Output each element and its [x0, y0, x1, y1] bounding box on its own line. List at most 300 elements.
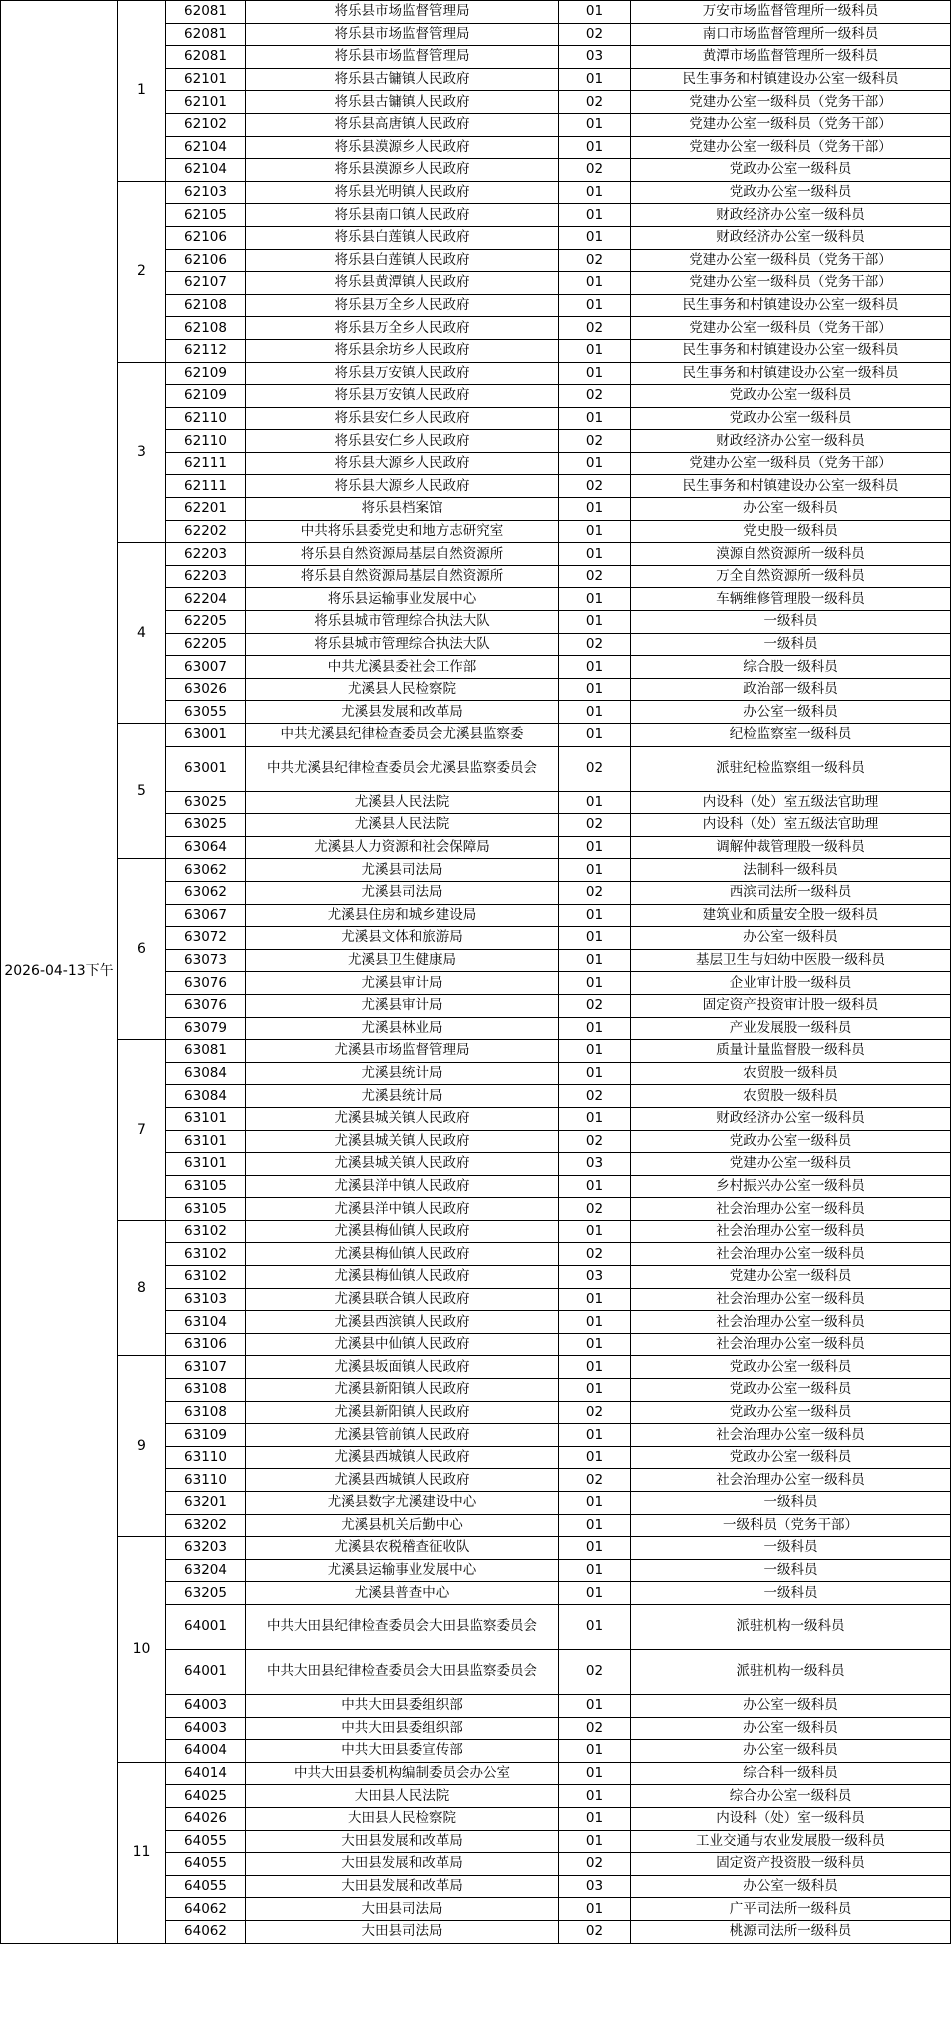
- position-name-cell: 社会治理办公室一级科员: [631, 1198, 951, 1221]
- group-number-cell: 3: [118, 362, 166, 543]
- position-name-cell: 办公室一级科员: [631, 1740, 951, 1763]
- position-name-cell: 党建办公室一级科员（党务干部）: [631, 249, 951, 272]
- position-code-cell: 62102: [166, 113, 246, 136]
- employer-cell: 尤溪县司法局: [246, 859, 559, 882]
- position-name-cell: 基层卫生与妇幼中医股一级科员: [631, 949, 951, 972]
- position-number-cell: 01: [559, 1, 631, 24]
- position-number-cell: 01: [559, 1220, 631, 1243]
- position-name-cell: 固定资产投资审计股一级科员: [631, 994, 951, 1017]
- employer-cell: 将乐县安仁乡人民政府: [246, 430, 559, 453]
- position-number-cell: 01: [559, 1062, 631, 1085]
- position-number-cell: 02: [559, 385, 631, 408]
- position-name-cell: 办公室一级科员: [631, 1717, 951, 1740]
- position-name-cell: 综合科一级科员: [631, 1762, 951, 1785]
- position-code-cell: 63084: [166, 1062, 246, 1085]
- employer-cell: 尤溪县西城镇人民政府: [246, 1469, 559, 1492]
- position-number-cell: 03: [559, 1153, 631, 1176]
- position-name-cell: 固定资产投资股一级科员: [631, 1853, 951, 1876]
- position-code-cell: 63001: [166, 746, 246, 791]
- position-number-cell: 01: [559, 294, 631, 317]
- position-code-cell: 62204: [166, 588, 246, 611]
- position-code-cell: 63081: [166, 1040, 246, 1063]
- employer-cell: 将乐县白莲镇人民政府: [246, 249, 559, 272]
- position-number-cell: 01: [559, 407, 631, 430]
- employer-cell: 尤溪县市场监督管理局: [246, 1040, 559, 1063]
- position-code-cell: 62108: [166, 294, 246, 317]
- employer-cell: 将乐县档案馆: [246, 498, 559, 521]
- position-number-cell: 02: [559, 881, 631, 904]
- position-code-cell: 62203: [166, 543, 246, 566]
- position-number-cell: 02: [559, 746, 631, 791]
- employer-cell: 将乐县高唐镇人民政府: [246, 113, 559, 136]
- position-number-cell: 01: [559, 226, 631, 249]
- table-row: [1, 1040, 951, 1063]
- position-code-cell: 63072: [166, 927, 246, 950]
- position-name-cell: 黄潭市场监督管理所一级科员: [631, 46, 951, 69]
- employer-cell: 尤溪县城关镇人民政府: [246, 1107, 559, 1130]
- position-number-cell: 03: [559, 46, 631, 69]
- position-code-cell: 64026: [166, 1807, 246, 1830]
- position-number-cell: 02: [559, 1649, 631, 1694]
- position-name-cell: 一级科员: [631, 1559, 951, 1582]
- position-name-cell: 工业交通与农业发展股一级科员: [631, 1830, 951, 1853]
- position-code-cell: 63101: [166, 1153, 246, 1176]
- position-code-cell: 62110: [166, 430, 246, 453]
- position-code-cell: 63064: [166, 836, 246, 859]
- position-code-cell: 63202: [166, 1514, 246, 1537]
- employer-cell: 将乐县万安镇人民政府: [246, 385, 559, 408]
- position-number-cell: 01: [559, 68, 631, 91]
- position-number-cell: 01: [559, 543, 631, 566]
- employer-cell: 中共尤溪县委社会工作部: [246, 656, 559, 679]
- position-number-cell: 01: [559, 1175, 631, 1198]
- employer-cell: 尤溪县西滨镇人民政府: [246, 1311, 559, 1334]
- employer-cell: 中共大田县委机构编制委员会办公室: [246, 1762, 559, 1785]
- position-code-cell: 62107: [166, 272, 246, 295]
- position-code-cell: 63084: [166, 1085, 246, 1108]
- table-row: [1, 1220, 951, 1243]
- position-code-cell: 63102: [166, 1243, 246, 1266]
- position-number-cell: 02: [559, 1469, 631, 1492]
- position-name-cell: 财政经济办公室一级科员: [631, 430, 951, 453]
- position-number-cell: 01: [559, 339, 631, 362]
- group-number-cell: 2: [118, 181, 166, 362]
- position-number-cell: 02: [559, 1920, 631, 1943]
- employer-cell: 大田县人民法院: [246, 1785, 559, 1808]
- position-code-cell: 62101: [166, 91, 246, 114]
- position-code-cell: 63103: [166, 1288, 246, 1311]
- position-number-cell: 02: [559, 1198, 631, 1221]
- position-number-cell: 01: [559, 1604, 631, 1649]
- position-code-cell: 63105: [166, 1175, 246, 1198]
- position-code-cell: 64001: [166, 1604, 246, 1649]
- position-code-cell: 63007: [166, 656, 246, 679]
- employer-cell: 大田县发展和改革局: [246, 1875, 559, 1898]
- position-number-cell: 01: [559, 1424, 631, 1447]
- employer-cell: 将乐县白莲镇人民政府: [246, 226, 559, 249]
- employer-cell: 尤溪县人民检察院: [246, 678, 559, 701]
- position-name-cell: 质量计量监督股一级科员: [631, 1040, 951, 1063]
- position-number-cell: 01: [559, 272, 631, 295]
- position-number-cell: 01: [559, 927, 631, 950]
- employer-cell: 将乐县漠源乡人民政府: [246, 136, 559, 159]
- table-row: [1, 1762, 951, 1785]
- employer-cell: 大田县司法局: [246, 1898, 559, 1921]
- position-name-cell: 内设科（处）室五级法官助理: [631, 791, 951, 814]
- position-name-cell: 一级科员: [631, 1492, 951, 1515]
- position-number-cell: 02: [559, 814, 631, 837]
- position-number-cell: 01: [559, 204, 631, 227]
- position-name-cell: 民生事务和村镇建设办公室一级科员: [631, 68, 951, 91]
- position-name-cell: 民生事务和村镇建设办公室一级科员: [631, 475, 951, 498]
- position-number-cell: 01: [559, 1356, 631, 1379]
- position-name-cell: 党建办公室一级科员（党务干部）: [631, 272, 951, 295]
- position-name-cell: 社会治理办公室一级科员: [631, 1220, 951, 1243]
- position-number-cell: 02: [559, 430, 631, 453]
- position-name-cell: 办公室一级科员: [631, 927, 951, 950]
- employer-cell: 大田县发展和改革局: [246, 1830, 559, 1853]
- position-code-cell: 64003: [166, 1717, 246, 1740]
- position-name-cell: 党建办公室一级科员（党务干部）: [631, 113, 951, 136]
- employer-cell: 中共大田县委组织部: [246, 1694, 559, 1717]
- group-number-cell: 9: [118, 1356, 166, 1537]
- position-name-cell: 社会治理办公室一级科员: [631, 1469, 951, 1492]
- position-name-cell: 办公室一级科员: [631, 1875, 951, 1898]
- position-number-cell: 02: [559, 633, 631, 656]
- position-number-cell: 02: [559, 249, 631, 272]
- position-code-cell: 62111: [166, 452, 246, 475]
- group-number-cell: 11: [118, 1762, 166, 1943]
- employer-cell: 尤溪县林业局: [246, 1017, 559, 1040]
- group-number-cell: 6: [118, 859, 166, 1040]
- position-name-cell: 乡村振兴办公室一级科员: [631, 1175, 951, 1198]
- position-number-cell: 01: [559, 1379, 631, 1402]
- position-name-cell: 综合办公室一级科员: [631, 1785, 951, 1808]
- position-number-cell: 01: [559, 136, 631, 159]
- position-code-cell: 63079: [166, 1017, 246, 1040]
- position-code-cell: 63025: [166, 814, 246, 837]
- table-row: [1, 859, 951, 882]
- position-code-cell: 63025: [166, 791, 246, 814]
- position-number-cell: 01: [559, 1559, 631, 1582]
- position-name-cell: 广平司法所一级科员: [631, 1898, 951, 1921]
- position-code-cell: 63204: [166, 1559, 246, 1582]
- position-code-cell: 63102: [166, 1266, 246, 1289]
- employer-cell: 尤溪县新阳镇人民政府: [246, 1379, 559, 1402]
- employer-cell: 尤溪县文体和旅游局: [246, 927, 559, 950]
- position-code-cell: 63067: [166, 904, 246, 927]
- position-number-cell: 01: [559, 1830, 631, 1853]
- position-number-cell: 02: [559, 1085, 631, 1108]
- employer-cell: 将乐县万安镇人民政府: [246, 362, 559, 385]
- position-name-cell: 万全自然资源所一级科员: [631, 565, 951, 588]
- position-code-cell: 63076: [166, 994, 246, 1017]
- position-number-cell: 01: [559, 1694, 631, 1717]
- position-name-cell: 社会治理办公室一级科员: [631, 1333, 951, 1356]
- position-name-cell: 党政办公室一级科员: [631, 181, 951, 204]
- position-name-cell: 党政办公室一级科员: [631, 159, 951, 182]
- employer-cell: 将乐县市场监督管理局: [246, 23, 559, 46]
- position-name-cell: 党史股一级科员: [631, 520, 951, 543]
- employer-cell: 将乐县光明镇人民政府: [246, 181, 559, 204]
- position-name-cell: 农贸股一级科员: [631, 1062, 951, 1085]
- group-number-cell: 5: [118, 724, 166, 859]
- position-name-cell: 万安市场监督管理所一级科员: [631, 1, 951, 24]
- employer-cell: 将乐县黄潭镇人民政府: [246, 272, 559, 295]
- position-name-cell: 政治部一级科员: [631, 678, 951, 701]
- employer-cell: 将乐县安仁乡人民政府: [246, 407, 559, 430]
- position-code-cell: 64025: [166, 1785, 246, 1808]
- employer-cell: 将乐县万全乡人民政府: [246, 317, 559, 340]
- position-code-cell: 63203: [166, 1537, 246, 1560]
- employer-cell: 尤溪县城关镇人民政府: [246, 1153, 559, 1176]
- employer-cell: 尤溪县统计局: [246, 1085, 559, 1108]
- position-code-cell: 62109: [166, 362, 246, 385]
- position-number-cell: 01: [559, 656, 631, 679]
- position-code-cell: 64055: [166, 1830, 246, 1853]
- employer-cell: 将乐县运输事业发展中心: [246, 588, 559, 611]
- position-number-cell: 01: [559, 701, 631, 724]
- position-code-cell: 62109: [166, 385, 246, 408]
- position-number-cell: 01: [559, 1040, 631, 1063]
- employer-cell: 尤溪县城关镇人民政府: [246, 1130, 559, 1153]
- employer-cell: 尤溪县普查中心: [246, 1582, 559, 1605]
- position-code-cell: 62103: [166, 181, 246, 204]
- employer-cell: 尤溪县发展和改革局: [246, 701, 559, 724]
- table-row: [1, 362, 951, 385]
- position-name-cell: 桃源司法所一级科员: [631, 1920, 951, 1943]
- position-code-cell: 62081: [166, 46, 246, 69]
- position-number-cell: 01: [559, 678, 631, 701]
- position-name-cell: 民生事务和村镇建设办公室一级科员: [631, 294, 951, 317]
- position-name-cell: 派驻机构一级科员: [631, 1649, 951, 1694]
- position-name-cell: 民生事务和村镇建设办公室一级科员: [631, 339, 951, 362]
- employer-cell: 中共尤溪县纪律检查委员会尤溪县监察委: [246, 724, 559, 747]
- position-number-cell: 03: [559, 1266, 631, 1289]
- position-code-cell: 63107: [166, 1356, 246, 1379]
- employer-cell: 中共将乐县委党史和地方志研究室: [246, 520, 559, 543]
- position-number-cell: 02: [559, 1717, 631, 1740]
- position-name-cell: 社会治理办公室一级科员: [631, 1243, 951, 1266]
- employer-cell: 中共大田县纪律检查委员会大田县监察委员会: [246, 1649, 559, 1694]
- employer-cell: 尤溪县人力资源和社会保障局: [246, 836, 559, 859]
- employer-cell: 尤溪县人民法院: [246, 814, 559, 837]
- table-row: [1, 181, 951, 204]
- employer-cell: 尤溪县中仙镇人民政府: [246, 1333, 559, 1356]
- position-code-cell: 63106: [166, 1333, 246, 1356]
- position-code-cell: 62101: [166, 68, 246, 91]
- session-date-cell: 2026-04-13下午: [1, 1, 118, 1944]
- position-number-cell: 02: [559, 994, 631, 1017]
- position-number-cell: 01: [559, 949, 631, 972]
- position-number-cell: 01: [559, 1762, 631, 1785]
- position-name-cell: 党政办公室一级科员: [631, 1379, 951, 1402]
- employer-cell: 中共大田县纪律检查委员会大田县监察委员会: [246, 1604, 559, 1649]
- employer-cell: 将乐县城市管理综合执法大队: [246, 611, 559, 634]
- position-name-cell: 产业发展股一级科员: [631, 1017, 951, 1040]
- position-number-cell: 01: [559, 1288, 631, 1311]
- position-number-cell: 01: [559, 611, 631, 634]
- group-number-cell: 4: [118, 543, 166, 724]
- position-code-cell: 62081: [166, 1, 246, 24]
- position-number-cell: 01: [559, 836, 631, 859]
- position-code-cell: 62110: [166, 407, 246, 430]
- position-name-cell: 西滨司法所一级科员: [631, 881, 951, 904]
- employer-cell: 将乐县市场监督管理局: [246, 1, 559, 24]
- position-name-cell: 党政办公室一级科员: [631, 1356, 951, 1379]
- position-code-cell: 62081: [166, 23, 246, 46]
- employer-cell: 中共尤溪县纪律检查委员会尤溪县监察委员会: [246, 746, 559, 791]
- position-code-cell: 62205: [166, 633, 246, 656]
- position-name-cell: 法制科一级科员: [631, 859, 951, 882]
- employer-cell: 尤溪县洋中镇人民政府: [246, 1198, 559, 1221]
- position-code-cell: 62112: [166, 339, 246, 362]
- position-name-cell: 派驻机构一级科员: [631, 1604, 951, 1649]
- employer-cell: 中共大田县委组织部: [246, 1717, 559, 1740]
- position-code-cell: 63062: [166, 859, 246, 882]
- position-code-cell: 62202: [166, 520, 246, 543]
- group-number-cell: 10: [118, 1537, 166, 1763]
- position-number-cell: 02: [559, 159, 631, 182]
- position-code-cell: 63073: [166, 949, 246, 972]
- position-number-cell: 01: [559, 1582, 631, 1605]
- position-name-cell: 党建办公室一级科员（党务干部）: [631, 136, 951, 159]
- position-code-cell: 63104: [166, 1311, 246, 1334]
- position-number-cell: 01: [559, 498, 631, 521]
- position-name-cell: 办公室一级科员: [631, 498, 951, 521]
- position-code-cell: 63062: [166, 881, 246, 904]
- position-number-cell: 01: [559, 1807, 631, 1830]
- employer-cell: 尤溪县司法局: [246, 881, 559, 904]
- table-body: [1, 1, 951, 1944]
- position-name-cell: 党建办公室一级科员（党务干部）: [631, 317, 951, 340]
- position-code-cell: 62108: [166, 317, 246, 340]
- position-code-cell: 62111: [166, 475, 246, 498]
- employer-cell: 尤溪县审计局: [246, 994, 559, 1017]
- position-code-cell: 64055: [166, 1853, 246, 1876]
- position-name-cell: 建筑业和质量安全股一级科员: [631, 904, 951, 927]
- position-code-cell: 62205: [166, 611, 246, 634]
- employer-cell: 将乐县南口镇人民政府: [246, 204, 559, 227]
- position-name-cell: 一级科员（党务干部）: [631, 1514, 951, 1537]
- position-code-cell: 63201: [166, 1492, 246, 1515]
- employer-cell: 尤溪县坂面镇人民政府: [246, 1356, 559, 1379]
- position-number-cell: 02: [559, 1243, 631, 1266]
- position-name-cell: 一级科员: [631, 611, 951, 634]
- employer-cell: 尤溪县新阳镇人民政府: [246, 1401, 559, 1424]
- position-number-cell: 01: [559, 1446, 631, 1469]
- position-code-cell: 63055: [166, 701, 246, 724]
- position-number-cell: 01: [559, 1514, 631, 1537]
- position-name-cell: 一级科员: [631, 1537, 951, 1560]
- position-number-cell: 02: [559, 475, 631, 498]
- position-name-cell: 财政经济办公室一级科员: [631, 204, 951, 227]
- position-number-cell: 01: [559, 972, 631, 995]
- position-code-cell: 63110: [166, 1446, 246, 1469]
- position-number-cell: 01: [559, 1492, 631, 1515]
- position-code-cell: 62203: [166, 565, 246, 588]
- position-name-cell: 内设科（处）室五级法官助理: [631, 814, 951, 837]
- position-code-cell: 63205: [166, 1582, 246, 1605]
- position-name-cell: 党政办公室一级科员: [631, 1446, 951, 1469]
- position-number-cell: 02: [559, 91, 631, 114]
- position-code-cell: 63101: [166, 1130, 246, 1153]
- employer-cell: 尤溪县住房和城乡建设局: [246, 904, 559, 927]
- position-number-cell: 01: [559, 1740, 631, 1763]
- position-number-cell: 01: [559, 362, 631, 385]
- employer-cell: 大田县人民检察院: [246, 1807, 559, 1830]
- position-name-cell: 办公室一级科员: [631, 701, 951, 724]
- position-code-cell: 62104: [166, 136, 246, 159]
- position-name-cell: 党政办公室一级科员: [631, 407, 951, 430]
- position-number-cell: 01: [559, 1537, 631, 1560]
- position-number-cell: 01: [559, 791, 631, 814]
- employer-cell: 尤溪县西城镇人民政府: [246, 1446, 559, 1469]
- employer-cell: 尤溪县审计局: [246, 972, 559, 995]
- position-name-cell: 纪检监察室一级科员: [631, 724, 951, 747]
- position-number-cell: 01: [559, 452, 631, 475]
- position-name-cell: 党建办公室一级科员（党务干部）: [631, 91, 951, 114]
- employer-cell: 尤溪县人民法院: [246, 791, 559, 814]
- position-number-cell: 01: [559, 1107, 631, 1130]
- employer-cell: 大田县司法局: [246, 1920, 559, 1943]
- employer-cell: 将乐县古镛镇人民政府: [246, 68, 559, 91]
- position-code-cell: 63108: [166, 1401, 246, 1424]
- employer-cell: 尤溪县梅仙镇人民政府: [246, 1243, 559, 1266]
- position-number-cell: 01: [559, 1898, 631, 1921]
- position-code-cell: 62106: [166, 249, 246, 272]
- position-name-cell: 党建办公室一级科员（党务干部）: [631, 452, 951, 475]
- position-code-cell: 64003: [166, 1694, 246, 1717]
- position-number-cell: 03: [559, 1875, 631, 1898]
- position-number-cell: 01: [559, 724, 631, 747]
- employer-cell: 将乐县余坊乡人民政府: [246, 339, 559, 362]
- position-number-cell: 01: [559, 904, 631, 927]
- position-number-cell: 01: [559, 181, 631, 204]
- table-row: [1, 543, 951, 566]
- position-name-cell: 办公室一级科员: [631, 1694, 951, 1717]
- position-number-cell: 02: [559, 23, 631, 46]
- table-row: [1, 1537, 951, 1560]
- position-code-cell: 63102: [166, 1220, 246, 1243]
- employer-cell: 尤溪县梅仙镇人民政府: [246, 1220, 559, 1243]
- position-name-cell: 一级科员: [631, 633, 951, 656]
- employer-cell: 尤溪县梅仙镇人民政府: [246, 1266, 559, 1289]
- position-code-cell: 63108: [166, 1379, 246, 1402]
- position-name-cell: 财政经济办公室一级科员: [631, 1107, 951, 1130]
- position-code-cell: 64004: [166, 1740, 246, 1763]
- employer-cell: 尤溪县联合镇人民政府: [246, 1288, 559, 1311]
- position-number-cell: 02: [559, 1853, 631, 1876]
- position-number-cell: 01: [559, 113, 631, 136]
- position-code-cell: 63026: [166, 678, 246, 701]
- employer-cell: 将乐县大源乡人民政府: [246, 475, 559, 498]
- position-name-cell: 党建办公室一级科员: [631, 1153, 951, 1176]
- position-name-cell: 农贸股一级科员: [631, 1085, 951, 1108]
- position-name-cell: 党政办公室一级科员: [631, 1401, 951, 1424]
- position-number-cell: 02: [559, 317, 631, 340]
- position-number-cell: 02: [559, 1401, 631, 1424]
- position-name-cell: 社会治理办公室一级科员: [631, 1424, 951, 1447]
- employer-cell: 中共大田县委宣传部: [246, 1740, 559, 1763]
- position-name-cell: 漠源自然资源所一级科员: [631, 543, 951, 566]
- position-name-cell: 财政经济办公室一级科员: [631, 226, 951, 249]
- position-code-cell: 62105: [166, 204, 246, 227]
- position-name-cell: 调解仲裁管理股一级科员: [631, 836, 951, 859]
- position-code-cell: 64014: [166, 1762, 246, 1785]
- position-code-cell: 62104: [166, 159, 246, 182]
- position-number-cell: 01: [559, 1017, 631, 1040]
